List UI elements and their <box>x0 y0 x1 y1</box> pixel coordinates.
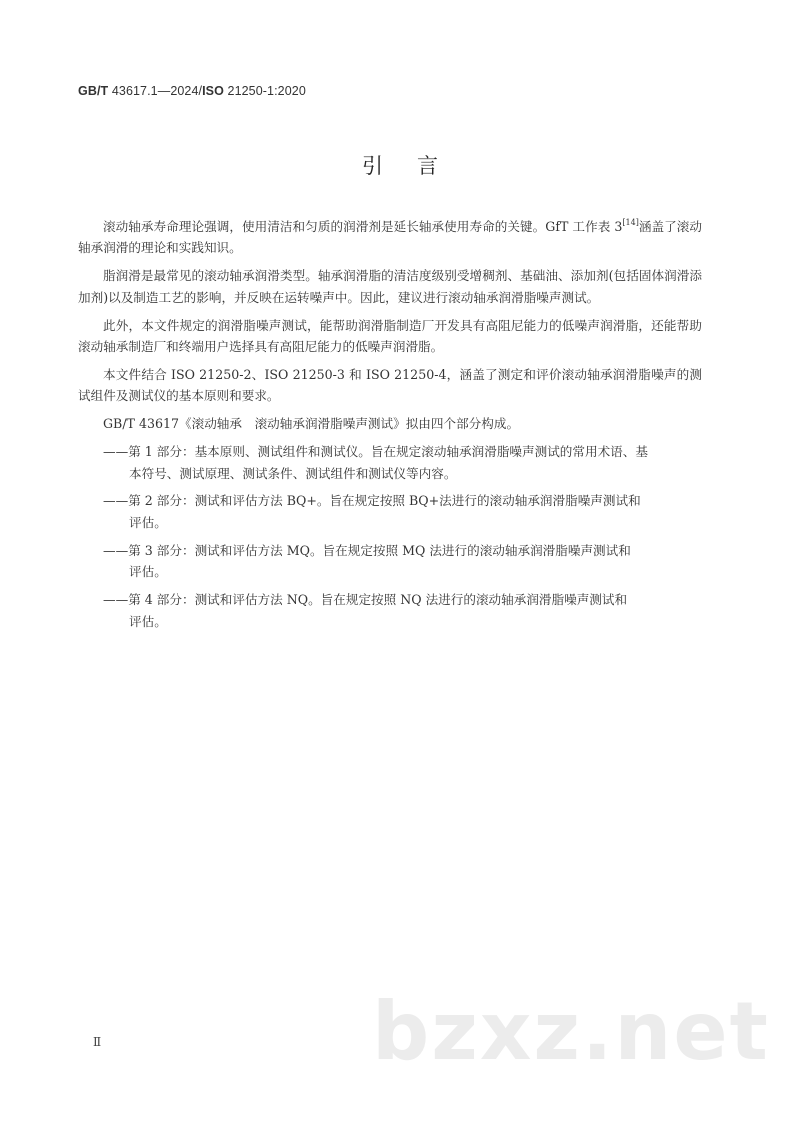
part-item-3-line1: ——第 3 部分：测试和评估方法 MQ。旨在规定按照 MQ 法进行的滚动轴承润滑脂噪声测试和 <box>103 542 631 558</box>
part-item-1 <box>78 441 702 484</box>
part-item-1-line2: 本符号、测试原理、测试条件、测试组件和测试仪等内容。 <box>129 465 457 481</box>
part-item-1-line1: ——第 1 部分：基本原则、测试组件和测试仪。旨在规定滚动轴承润滑脂噪声测试的常用术语、基 <box>103 444 648 460</box>
part-item-3-line2: 评估。 <box>129 564 167 580</box>
iso-number: 21250-1:2020 <box>223 84 306 98</box>
iso-prefix: ISO <box>202 84 224 98</box>
paragraph-2: 脂润滑是最常见的滚动轴承润滑类型。轴承润滑脂的清洁度级别受增稠剂、基础油、添加剂(包括固体润滑添加剂)以及制造工艺的影响，并反映在运转噪声中。因此，建议进行滚动轴承润滑脂噪声测试。 <box>78 268 702 305</box>
std-number: 43617.1—2024/ <box>108 84 203 98</box>
part-item-3 <box>78 540 702 583</box>
paragraph-1-tail: 涵盖了滚动轴承润滑的理论和实践知识。 <box>78 219 703 256</box>
watermark-logo: bzxz.net <box>372 985 770 1078</box>
part-item-4-line2: 评估。 <box>129 613 167 629</box>
page-number: Ⅱ <box>93 1035 102 1049</box>
std-prefix: GB/T <box>78 84 109 98</box>
standard-header <box>78 84 306 98</box>
part-item-4 <box>78 589 702 632</box>
paragraph-3: 此外，本文件规定的润滑脂噪声测试，能帮助润滑脂制造厂开发具有高阻尼能力的低噪声润滑脂，还能帮助滚动轴承制造厂和终端用户选择具有高阻尼能力的低噪声润滑脂。 <box>78 317 702 355</box>
reference-marker: [14] <box>622 218 639 227</box>
paragraph-1 <box>78 216 702 259</box>
part-item-2-line2: 评估。 <box>129 514 167 530</box>
part-item-2-line1: ——第 2 部分：测试和评估方法 BQ+。旨在规定按照 BQ+法进行的滚动轴承润滑脂噪声测试和 <box>103 493 641 509</box>
document-body <box>78 216 702 638</box>
paragraph-4: 本文件结合 ISO 21250-2、ISO 21250-3 和 ISO 21250-4，涵盖了测定和评价滚动轴承润滑脂噪声的测试组件及测试仪的基本原则和要求。 <box>78 366 702 404</box>
paragraph-1-text: 滚动轴承寿命理论强调，使用清洁和匀质的润滑剂是延长轴承使用寿命的关键。GfT 工作表 3 <box>103 219 623 234</box>
part-item-4-line1: ——第 4 部分：测试和评估方法 NQ。旨在规定按照 NQ 法进行的滚动轴承润滑脂噪声测试和 <box>103 592 628 608</box>
page-title: 引言 <box>362 154 472 178</box>
paragraph-5: GB/T 43617《滚动轴承 滚动轴承润滑脂噪声测试》拟由四个部分构成。 <box>103 416 520 432</box>
part-item-2 <box>78 490 702 533</box>
